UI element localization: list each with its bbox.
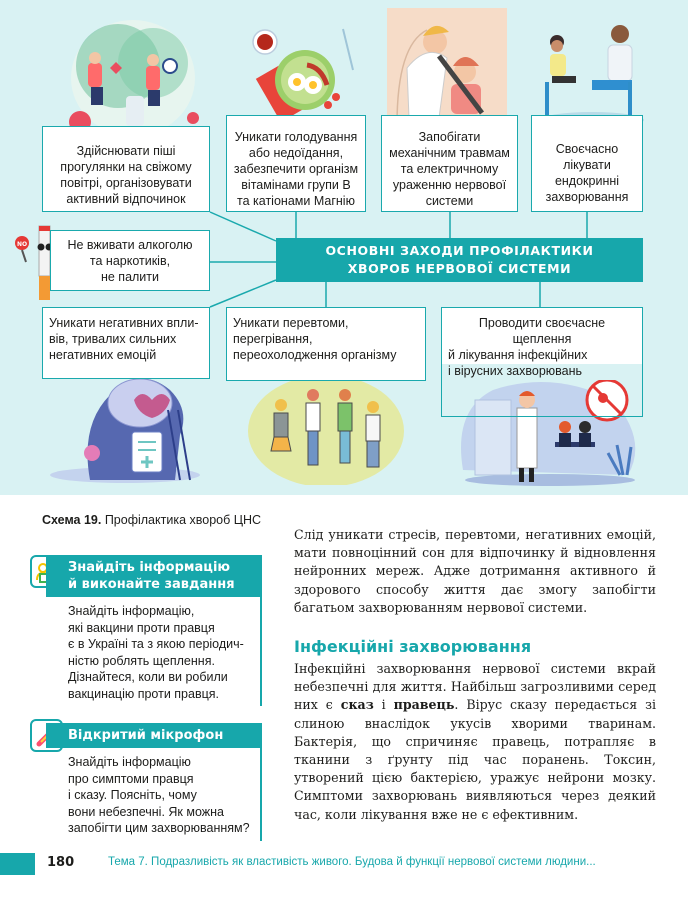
box-vaccination <box>441 307 643 417</box>
box-line: повітрі, організовувати <box>60 176 192 190</box>
central-title-line: ОСНОВНІ ЗАХОДИ ПРОФІЛАКТИКИ <box>325 243 594 258</box>
mic-body-line: вони небезпечні. Як можна <box>68 804 224 819</box>
paragraph-infections <box>294 660 656 824</box>
box-line: Здійснювати піші <box>76 144 176 158</box>
box-line: і вірусних захворювань <box>448 364 583 378</box>
mic-title-line: Відкритий мікрофон <box>68 728 224 743</box>
page-number: 180 <box>47 855 75 870</box>
mic-body-line: Знайдіть інформацію <box>68 755 191 769</box>
box-line: Проводити своєчасне щеплення <box>478 316 606 346</box>
box-line: не палити <box>100 269 160 284</box>
box-walks <box>42 126 210 212</box>
task-body-line: ністю роблять щеплення. <box>68 653 215 668</box>
task-title-line: Знайдіть інформацію <box>68 560 231 575</box>
paragraph-stress: Слід уникати стресів, перевтоми, негативних емоцій, мати повноцінний сон для відпочинку й відновлення нейронних мереж. Адже дотримання активного й здорового способу життя дає змогу запобігти багатьом захворюванням нервової системи. <box>294 527 656 615</box>
box-line: ураженню нервової <box>392 177 507 192</box>
seatbelt-illustration <box>387 8 507 125</box>
caption-label: Схема 19. <box>42 513 102 527</box>
footer-accent-bar <box>0 853 35 875</box>
task-body-line: є в Україні та з якою періодич- <box>68 637 244 651</box>
box-line: Уникати негативних впли- <box>49 316 199 330</box>
box-line: прогулянки на свіжому <box>60 160 192 174</box>
box-line: переохолодження організму <box>233 348 397 362</box>
happy-children-illustration <box>246 373 406 485</box>
brain-care-illustration <box>40 370 210 485</box>
box-line: механічним травмам <box>389 145 510 160</box>
box-line: ендокринні <box>554 173 620 188</box>
doctor-visit-illustration <box>530 12 645 130</box>
central-title-line: ХВОРОБ НЕРВОВОЇ СИСТЕМИ <box>347 261 572 276</box>
box-line: та катіонами Магнію <box>237 193 355 208</box>
box-line: активний відпочинок <box>66 192 186 206</box>
box-emotions <box>42 307 210 379</box>
box-line: Запобігати <box>418 129 481 144</box>
figure-caption <box>42 513 261 527</box>
box-line: перегрівання, <box>233 332 313 346</box>
open-mic-body <box>46 748 262 841</box>
task-box <box>30 555 262 706</box>
box-line: негативних емоцій <box>49 348 157 362</box>
para-text: і <box>373 697 394 713</box>
box-line: захворювання <box>545 189 629 204</box>
box-line: Своєчасно <box>555 141 619 156</box>
task-body-line: Дізнайтеся, коли ви робили <box>68 670 228 684</box>
task-box-title <box>46 555 262 597</box>
task-box-body <box>46 597 262 706</box>
healthy-food-illustration <box>245 25 355 117</box>
box-endocrine <box>531 115 643 212</box>
box-line: вітамінами групи В <box>241 177 351 192</box>
box-line: лікувати <box>563 157 611 172</box>
open-mic-box <box>30 723 262 841</box>
para-text: . Вірус сказу передається зі слиною внаслідок укусів хворими тваринам. Бактерія, що спричиняє правець, потрапляє в тканини з ґрунту під час поранень. Токсин, утворений цією бактерією, уражує нейрони мозку. Симптоми захворювань виявляються через деякий час, коли лікування вже не є ефективним. <box>294 697 656 822</box>
box-line: Уникати перевтоми, <box>233 316 349 330</box>
task-body-line: Знайдіть інформацію, <box>68 604 195 618</box>
task-body-line: які вакцини проти правця <box>68 620 215 635</box>
open-mic-title <box>46 723 262 748</box>
exercise-illustration <box>58 18 208 136</box>
mic-body-line: про симптоми правця <box>68 771 194 786</box>
section-title-infections: Інфекційні захворювання <box>294 637 532 656</box>
svg-text:NO: NO <box>17 241 28 248</box>
box-line: забезпечити організм <box>233 161 359 176</box>
box-overwork <box>226 307 426 381</box>
running-title: Тема 7. Подразливість як властивість живого. Будова й функції нервової системи людини... <box>108 856 596 868</box>
mic-body-line: і сказу. Поясніть, чому <box>68 788 197 802</box>
box-line: Не вживати алкоголю <box>67 237 193 252</box>
box-line: та електричному <box>400 161 499 176</box>
box-line: вів, тривалих сильних <box>49 332 177 346</box>
central-title-box <box>276 238 643 282</box>
box-line: системи <box>425 193 474 208</box>
box-line: й лікування інфекційних <box>448 348 588 362</box>
task-title-line: й виконайте завдання <box>68 577 235 592</box>
term-rabies: сказ <box>340 697 374 713</box>
task-body-line: вакцинацію проти правця. <box>68 686 219 701</box>
mic-body-line: запобігти цим захворюванням? <box>68 821 250 835</box>
box-line: та наркотиків, <box>89 253 171 268</box>
term-tetanus: правець <box>393 697 455 713</box>
box-alcohol <box>50 230 210 291</box>
para-text: Інфекційні захворювання нервової системи вкрай небезпечні для життя. Найбільш загрозливими серед них є <box>294 661 656 713</box>
box-injuries <box>381 115 518 212</box>
box-line: або недоїдання, <box>248 145 344 160</box>
caption-text: Профілактика хвороб ЦНС <box>101 513 262 527</box>
box-line: Уникати голодування <box>234 129 358 144</box>
box-nutrition <box>226 115 366 212</box>
